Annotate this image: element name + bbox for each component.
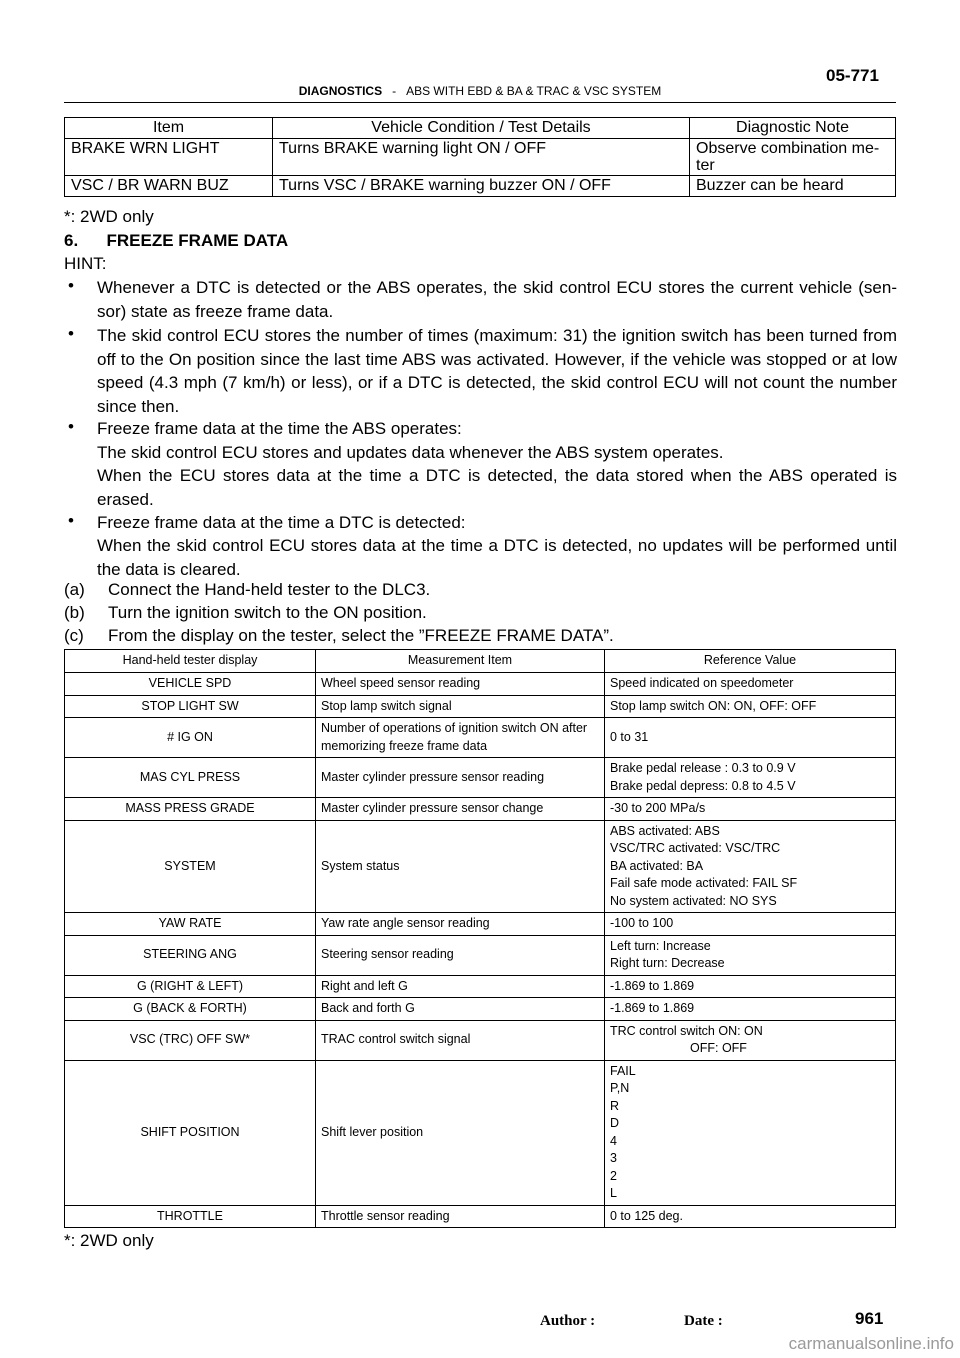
bullet-subtext: The skid control ECU stores and updates data whenever the ABS system operates. (97, 443, 724, 462)
cell-line: Stop lamp switch ON: ON, OFF: OFF (610, 698, 817, 713)
table-row (65, 758, 896, 798)
measurement-cell (316, 1205, 605, 1228)
cell-line: Right and left G (321, 978, 408, 993)
display-cell: YAW RATE (65, 913, 316, 936)
cell-line: memorizing freeze frame data (321, 738, 488, 753)
header-dash: - (392, 84, 397, 98)
date-label: Date : (684, 1313, 723, 1329)
section-heading: 6. FREEZE FRAME DATA (64, 231, 289, 250)
table-row (65, 1060, 896, 1205)
measurement-cell (316, 998, 605, 1021)
cell-line: Left turn: Increase (610, 938, 711, 953)
cell-line: Master cylinder pressure sensor change (321, 801, 544, 815)
cell-line: VSC/TRC activated: VSC/TRC (610, 841, 781, 855)
reference-cell (605, 798, 896, 821)
measurement-cell (316, 975, 605, 998)
cell-line: -1.869 to 1.869 (610, 1001, 695, 1015)
page-header (64, 84, 896, 103)
footnote: *: 2WD only (64, 1231, 154, 1250)
footer-page-number: 961 (855, 1309, 884, 1328)
cell-line: Master cylinder pressure sensor reading (321, 769, 545, 784)
bullet-icon: • (68, 511, 74, 530)
bullet-item: The skid control ECU stores the number of times (maximum: 31) the ignition switch has been turned from off to the On position since the last time ABS was activated. However, if the vehicle was stopped or at low speed (4.3 mph (7 km/h) or less), or if a DTC is detected, the skid control ECU will not count the number since then. (97, 326, 897, 416)
header-title: ABS WITH EBD & BA & TRAC & VSC SYSTEM (406, 84, 662, 98)
cell-line: -1.869 to 1.869 (610, 978, 695, 993)
author-label: Author : (540, 1313, 596, 1329)
bullet-item: Freeze frame data at the time the ABS operates: (97, 419, 462, 438)
table-row (65, 1020, 896, 1060)
display-cell: G (RIGHT & LEFT) (65, 975, 316, 998)
header-section: DIAGNOSTICS (298, 84, 383, 98)
bullet-icon: • (68, 417, 74, 436)
cell-line: Brake pedal release : 0.3 to 0.9 V (610, 761, 796, 775)
cell-line: 2 (610, 1168, 617, 1183)
display-cell: MASS PRESS GRADE (65, 798, 316, 821)
measurement-cell (316, 935, 605, 975)
measurement-cell (316, 695, 605, 718)
active-test-table (64, 117, 896, 197)
bullet-item: Whenever a DTC is detected or the ABS operates, the skid control ECU stores the current vehicle (sen- sor) state as freeze frame data. (97, 278, 897, 321)
column-header: Diagnostic Note (690, 118, 896, 139)
cell-line: Brake pedal depress: 0.8 to 4.5 V (610, 778, 796, 793)
hint-label: HINT: (64, 254, 107, 273)
cell-line: P,N (610, 1081, 630, 1095)
display-cell: STEERING ANG (65, 935, 316, 975)
step-label: (a) (64, 580, 85, 599)
cell-line: 4 (610, 1133, 617, 1148)
reference-cell (605, 1205, 896, 1228)
display-cell: G (BACK & FORTH) (65, 998, 316, 1021)
table-row (65, 695, 896, 718)
footnote: *: 2WD only (64, 207, 154, 226)
cell-line: 0 to 31 (610, 729, 649, 744)
reference-cell (605, 758, 896, 798)
reference-cell (605, 998, 896, 1021)
bullet-icon: • (68, 324, 74, 343)
freeze-frame-data-table (64, 649, 896, 1228)
table-row (65, 820, 896, 913)
table-row (65, 718, 896, 758)
table-row (65, 798, 896, 821)
measurement-cell (316, 798, 605, 821)
table-header-row (65, 118, 896, 139)
step-label: (c) (64, 626, 84, 645)
table-cell: VSC / BR WARN BUZ (65, 176, 273, 197)
step-label: (b) (64, 603, 85, 622)
cell-line: TRC control switch ON: ON (610, 1023, 763, 1038)
display-cell: # IG ON (65, 718, 316, 758)
bullet-subtext: When the skid control ECU stores data at the time a DTC is detected, no updates will be performed until the data is cleared. (97, 536, 897, 579)
cell-line: 0 to 125 deg. (610, 1208, 683, 1223)
bullet-item: Freeze frame data at the time a DTC is detected: (97, 513, 466, 532)
cell-line: -100 to 100 (610, 916, 674, 930)
table-row (65, 176, 896, 197)
reference-cell (605, 975, 896, 998)
display-cell: SHIFT POSITION (65, 1060, 316, 1205)
display-cell: VEHICLE SPD (65, 673, 316, 696)
reference-cell (605, 935, 896, 975)
column-header: Item (65, 118, 273, 139)
reference-cell (605, 1020, 896, 1060)
cell-line: System status (321, 858, 400, 873)
cell-line: FAIL (610, 1063, 636, 1078)
measurement-cell (316, 758, 605, 798)
measurement-cell (316, 673, 605, 696)
display-cell: VSC (TRC) OFF SW* (65, 1020, 316, 1060)
table-row (65, 975, 896, 998)
cell-line: Right turn: Decrease (610, 956, 725, 970)
table-cell: BRAKE WRN LIGHT (65, 139, 273, 176)
column-header: Hand-held tester display (65, 650, 316, 673)
table-cell: Turns BRAKE warning light ON / OFF (273, 139, 690, 176)
cell-line: -30 to 200 MPa/s (610, 801, 706, 815)
cell-line: Back and forth G (321, 1001, 415, 1015)
reference-cell (605, 695, 896, 718)
cell-line: R (610, 1098, 620, 1113)
cell-line: Throttle sensor reading (321, 1208, 450, 1223)
step-text: Turn the ignition switch to the ON position. (108, 603, 427, 622)
display-cell: MAS CYL PRESS (65, 758, 316, 798)
table-cell: Observe combination me- ter (690, 139, 896, 176)
column-header: Measurement Item (316, 650, 605, 673)
cell-line: L (610, 1186, 617, 1200)
cell-line: Shift lever position (321, 1124, 424, 1139)
table-row (65, 673, 896, 696)
table-cell: Turns VSC / BRAKE warning buzzer ON / OFF (273, 176, 690, 197)
table-header-row (65, 650, 896, 673)
display-cell: SYSTEM (65, 820, 316, 913)
display-cell: STOP LIGHT SW (65, 695, 316, 718)
table-row (65, 1205, 896, 1228)
page-number: 05-771 (826, 66, 879, 85)
column-header: Vehicle Condition / Test Details (273, 118, 690, 139)
cell-line: OFF: OFF (690, 1041, 747, 1055)
cell-line: Steering sensor reading (321, 947, 454, 962)
table-row (65, 139, 896, 176)
reference-cell (605, 718, 896, 758)
bullet-icon: • (68, 276, 74, 295)
table-row (65, 913, 896, 936)
cell-line: Yaw rate angle sensor reading (321, 916, 490, 930)
table-row (65, 998, 896, 1021)
cell-line: Wheel speed sensor reading (321, 676, 481, 690)
bullet-subtext: When the ECU stores data at the time a DTC is detected, the data stored when the ABS operated is erased. (97, 466, 897, 509)
cell-line: Stop lamp switch signal (321, 698, 452, 713)
table-cell: Buzzer can be heard (690, 176, 896, 197)
cell-line: 3 (610, 1151, 617, 1165)
measurement-cell (316, 820, 605, 913)
table-row (65, 935, 896, 975)
measurement-cell (316, 718, 605, 758)
step-text: Connect the Hand-held tester to the DLC3. (108, 580, 431, 599)
column-header: Reference Value (605, 650, 896, 673)
reference-cell (605, 913, 896, 936)
cell-line: Number of operations of ignition switch ON after (321, 721, 588, 735)
cell-line: No system activated: NO SYS (610, 893, 777, 908)
watermark: carmanualsonline.info (788, 1334, 954, 1353)
step-text: From the display on the tester, select the ”FREEZE FRAME DATA”. (108, 626, 614, 645)
cell-line: BA activated: BA (610, 858, 704, 873)
display-cell: THROTTLE (65, 1205, 316, 1228)
cell-line: TRAC control switch signal (321, 1032, 471, 1047)
cell-line: Speed indicated on speedometer (610, 676, 794, 690)
reference-cell (605, 1060, 896, 1205)
reference-cell (605, 820, 896, 913)
measurement-cell (316, 1020, 605, 1060)
measurement-cell (316, 913, 605, 936)
reference-cell (605, 673, 896, 696)
cell-line: D (610, 1116, 620, 1130)
cell-line: ABS activated: ABS (610, 823, 720, 838)
measurement-cell (316, 1060, 605, 1205)
cell-line: Fail safe mode activated: FAIL SF (610, 876, 798, 890)
